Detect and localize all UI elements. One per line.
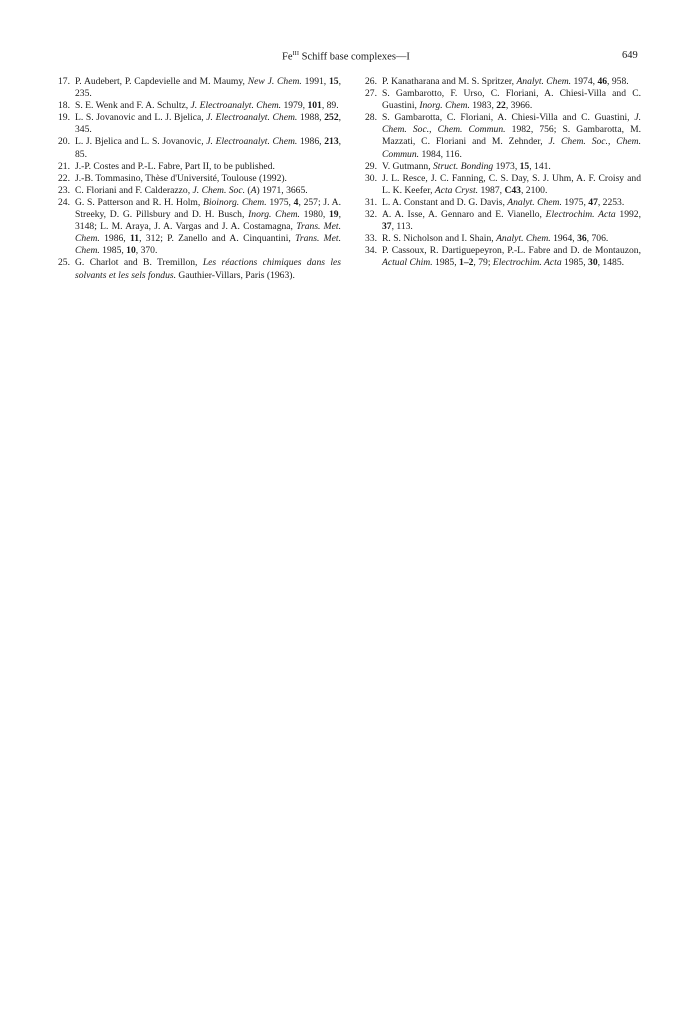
reference-number: 20. [58,136,70,148]
reference-text [75,136,341,160]
reference-text-segment: 1986, [297,136,325,148]
reference-text-segment: 1992, [615,209,641,221]
reference-italic-text: Les réactions chimiques dans les solvants et les sels fondus. [75,257,341,281]
reference-italic-text: Analyt. Chem. [516,76,572,87]
reference-bold-text: 22 [496,100,506,112]
reference-item [357,197,641,209]
reference-text-segment: 1979, [281,100,308,112]
reference-italic-text: Actual Chim. [382,257,433,269]
references-left-column [50,76,341,282]
reference-text-segment: G. S. Patterson and R. H. Holm, [75,196,203,208]
reference-italic-text: Analyt. Chem. [496,233,551,245]
reference-text-segment: 1985, [432,257,460,269]
reference-item [50,100,341,112]
reference-text-segment: 1974, [571,76,598,87]
reference-italic-text: A [250,184,257,196]
reference-item [50,197,341,257]
reference-text-segment: , 3148; L. M. Araya, J. A. Vargas and J. A. Costamagna, [75,209,341,233]
reference-number: 28. [365,112,377,124]
reference-text [382,88,641,112]
reference-text-segment: L. J. Bjelica and L. S. Jovanovic, [75,136,207,148]
reference-text-segment: J.-P. Costes and P.-L. Fabre, Part II, to be published. [75,160,275,172]
reference-bold-text: 47 [588,196,598,208]
reference-bold-text: 36 [577,233,587,245]
reference-text-segment: , 2253. [597,196,625,208]
reference-item [50,76,341,100]
reference-text-segment: J. L. Resce, J. C. Fanning, C. S. Day, S. J. Uhm, A. F. Croisy and L. K. Keefer, [382,172,641,196]
reference-text-segment: , 2100. [520,184,548,196]
reference-bold-text: 4 [293,196,299,208]
reference-text [382,161,641,173]
reference-text-segment: , 1485. [597,257,625,269]
reference-text-segment: , 3966. [505,100,533,112]
reference-text-segment: 1964, [550,233,578,245]
reference-number: 30. [365,172,377,184]
reference-text [382,76,641,88]
reference-text-segment: , 113. [391,221,413,233]
reference-text-segment: G. Charlot and B. Tremillon, [75,257,203,269]
reference-italic-text: Inorg. Chem. [248,209,300,221]
reference-item [357,233,641,245]
reference-number: 31. [365,196,377,208]
reference-number: 34. [365,245,377,257]
reference-bold-text: 11 [130,233,140,245]
reference-italic-text: Acta Cryst. [434,184,479,196]
reference-number: 24. [58,196,70,208]
reference-text-segment: P. Audebert, P. Capdevielle and M. Maumy, [75,76,248,87]
reference-italic-text: Inorg. Chem. [419,100,470,112]
reference-italic-text: J. Electroanalyt. Chem. [206,112,298,124]
reference-text [382,233,641,245]
reference-text-segment: , 235. [75,76,341,100]
reference-item [50,257,341,281]
reference-text-segment: R. S. Nicholson and I. Shain, [382,233,497,245]
reference-text [75,257,341,281]
reference-text-segment: S. Gambarotto, F. Urso, C. Floriani, A. Chiesi-Villa and C. Guastini, [382,88,641,112]
reference-text-segment: 1975, [561,196,589,208]
reference-number: 17. [58,76,70,87]
reference-text-segment: , 370. [135,245,158,257]
reference-italic-text: J. Electroanalyt. Chem. [206,136,298,148]
reference-text-segment: S. E. Wenk and F. A. Schultz, [75,100,191,112]
reference-text-segment: 1987, [478,184,505,196]
reference-number: 23. [58,184,70,196]
reference-text-segment: 1985, [99,245,127,257]
running-title-prefix: Fe [282,51,293,63]
reference-italic-text: J. Electroanalyt. Chem. [190,100,282,112]
reference-bold-text: 37 [382,221,392,233]
reference-text [382,112,641,160]
running-title [282,50,410,63]
reference-text-segment: 1991, [301,76,329,87]
reference-text-segment: , 141. [529,160,551,172]
reference-bold-text: 30 [588,257,598,269]
reference-italic-text: New J. Chem. [247,76,302,87]
reference-bold-text: 10 [126,245,136,257]
reference-text [75,197,341,257]
reference-text-segment: L. A. Constant and D. G. Davis, [382,196,508,208]
reference-italic-text: Struct. Bonding [433,160,494,172]
reference-text [75,100,341,112]
reference-text [382,245,641,269]
reference-bold-text: 101 [307,100,322,112]
reference-number: 33. [365,233,377,245]
reference-text-segment: , 958. [607,76,629,87]
reference-number: 21. [58,160,70,172]
reference-italic-text: Electrochim. Acta [492,257,562,269]
reference-text [382,209,641,233]
reference-item [50,161,341,173]
running-title-suffix: Schiff base complexes—I [299,51,410,63]
reference-bold-text: 252 [324,112,339,124]
reference-text-segment: , 345. [75,112,342,136]
reference-bold-text: C43 [504,184,521,196]
reference-text-segment: P. Kanatharana and M. S. Spritzer, [382,76,517,87]
reference-text-segment: S. Gambarotta, C. Floriani, A. Chiesi-Villa and C. Guastini, [382,112,635,124]
reference-number: 27. [365,88,377,100]
reference-text [75,161,341,173]
reference-item [357,112,641,160]
reference-item [357,209,641,233]
reference-italic-text: Trans. Met. Chem. [75,233,341,257]
reference-text-segment: , 79; [473,257,493,269]
reference-italic-text: Analyt. Chem. [507,196,562,208]
reference-bold-text: 15 [329,76,339,87]
reference-text-segment: , 706. [586,233,609,245]
reference-text-segment: J.-B. Tommasino, Thèse d'Université, Toulouse (1992). [75,172,287,184]
reference-italic-text: J. Chem. Soc., Chem. Commun. [382,112,641,136]
reference-bold-text: 46 [597,76,608,87]
running-header [0,50,693,66]
reference-text-segment: A. A. Isse, A. Gennaro and E. Vianello, [382,209,546,221]
reference-text-segment: , 257; J. A. Streeky, D. G. Pillsbury and D. H. Busch, [75,196,341,221]
reference-number: 22. [58,172,70,184]
reference-text-segment: V. Gutmann, [382,160,433,172]
reference-text [382,197,641,209]
reference-text-segment: Gauthier-Villars, Paris (1963). [176,269,295,281]
reference-number: 29. [365,160,377,172]
reference-text [75,185,341,197]
reference-text-segment: 1984, 116. [419,148,462,160]
page-number: 649 [622,50,638,61]
reference-item [357,245,641,269]
reference-number: 26. [365,76,377,87]
reference-text-segment: 1973, [493,160,520,172]
reference-number: 18. [58,100,70,112]
reference-text-segment: P. Cassoux, R. Dartiguepeyron, P.-L. Fabre and D. de Montauzon, [382,245,641,257]
reference-item [357,161,641,173]
reference-item [50,173,341,185]
reference-item [50,185,341,197]
reference-text-segment: 1988, [297,112,325,124]
reference-text-segment: , 89. [321,100,339,112]
reference-italic-text: J. Chem. Soc., Chem. Commun. [382,136,641,160]
reference-text-segment: , 312; P. Zanello and A. Cinquantini, [139,233,296,245]
reference-bold-text: 19 [329,209,339,221]
reference-italic-text: Bioinorg. Chem. [202,196,267,208]
reference-text-segment: 1986, [99,233,131,245]
references-right-column [357,76,641,270]
reference-number: 19. [58,112,70,124]
reference-item [50,112,341,136]
reference-item [50,136,341,160]
reference-number: 32. [365,209,377,221]
reference-italic-text: Trans. Met. Chem. [75,221,341,245]
reference-text [75,173,341,185]
reference-text-segment: 1975, [266,196,294,208]
reference-item [357,76,641,88]
reference-text [75,76,341,100]
reference-text-segment: 1982, 756; S. Gambarotta, M. Mazzati, C. Floriani and M. Zehnder, [382,124,642,148]
reference-bold-text: 213 [324,136,339,148]
running-title-superscript: III [292,50,299,57]
reference-italic-text: Electrochim. Acta [545,209,616,221]
reference-text [75,112,341,136]
reference-text-segment: ( [245,184,251,196]
reference-text-segment: , 85. [75,136,342,160]
reference-italic-text: J. Chem. Soc. [192,184,246,196]
reference-text-segment: 1980, [299,209,329,221]
reference-item [357,173,641,197]
reference-text-segment: C. Floriani and F. Calderazzo, [75,184,193,196]
reference-text-segment: ) 1971, 3665. [256,184,308,196]
reference-bold-text: 1–2 [459,257,474,269]
reference-text-segment: L. S. Jovanovic and L. J. Bjelica, [75,112,207,124]
reference-item [357,88,641,112]
reference-text [382,173,641,197]
reference-number: 25. [58,257,70,269]
reference-bold-text: 15 [519,160,530,172]
reference-text-segment: 1983, [469,100,497,112]
reference-text-segment: 1985, [561,257,589,269]
